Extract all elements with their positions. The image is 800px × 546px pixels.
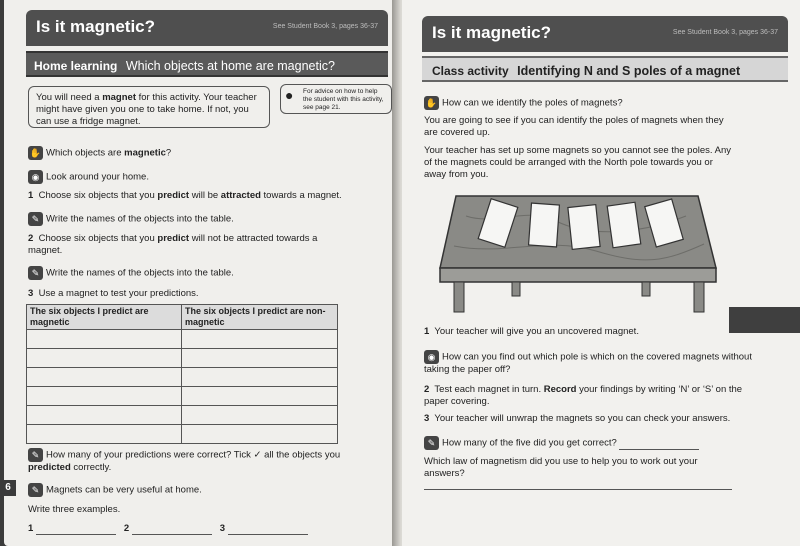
question-magnetic (28, 146, 171, 160)
rs2b: Record (543, 384, 577, 395)
howmany-end: correctly. (70, 462, 112, 473)
pencil-icon: ✎ (28, 212, 43, 226)
s1d: towards a magnet. (260, 190, 342, 201)
right-step-2-num: 2 (424, 384, 430, 395)
table-cell[interactable] (27, 349, 182, 368)
right-step-1 (424, 326, 639, 338)
write-1 (28, 212, 234, 226)
howmany-bold: predicted (28, 462, 71, 473)
right-section-bar (422, 56, 788, 82)
magnets-useful (28, 483, 202, 497)
write-examples: Write three examples. (28, 504, 121, 515)
prediction-table (26, 304, 338, 444)
paragraph-1: You are going to see if you can identify the poles of magnets when they are covered up. (424, 115, 724, 138)
advice-text: For advice on how to help the student with this activity, see page 21. (303, 88, 384, 111)
table-cell[interactable] (182, 425, 338, 444)
section-heading: Which objects at home are magnetic? (125, 59, 335, 73)
s1b1: predict (157, 190, 190, 201)
write-2 (28, 266, 234, 280)
right-step-1-num: 1 (424, 326, 430, 337)
eye-icon: ◉ (424, 350, 439, 364)
step-3 (28, 288, 199, 300)
law-question: Which law of magnetism did you use to help you to work out your answers? (424, 456, 698, 479)
table-cell[interactable] (27, 368, 182, 387)
step-3-num: 3 (28, 288, 34, 299)
covered-question-text: How can you find out which pole is which on the covered magnets without taking the paper off? (424, 351, 752, 375)
example-lines (28, 523, 348, 535)
pencil-icon: ✎ (28, 483, 43, 497)
how-many-five-text: How many of the five did you get correct? (442, 437, 617, 449)
eye-icon: ◉ (28, 170, 43, 184)
intro-text: You will need a (36, 92, 103, 103)
step-2-num: 2 (28, 233, 34, 244)
write-1-text: Write the names of the objects into the table. (46, 213, 234, 225)
poles-question (424, 96, 623, 110)
rs2a: Test each magnet in turn. (434, 384, 544, 395)
left-title: Is it magnetic? (36, 17, 156, 36)
section-kind: Home learning (34, 59, 118, 73)
intro-box (28, 86, 270, 128)
table-cell[interactable] (182, 406, 338, 425)
hand-icon: ✋ (29, 148, 42, 158)
example-3-num: 3 (219, 523, 226, 534)
section-kind: Class activity (432, 64, 509, 78)
right-step-3-num: 3 (424, 413, 430, 424)
look-around (28, 170, 149, 184)
page-edge-tab (729, 307, 800, 333)
law-answer-line[interactable] (424, 489, 732, 490)
right-step-3-text: Your teacher will unwrap the magnets so you can check your answers. (434, 413, 731, 424)
answer-line[interactable] (619, 449, 699, 450)
step-1 (28, 190, 358, 202)
table-cell[interactable] (182, 330, 338, 349)
hand-icon: ✋ (425, 98, 438, 108)
pencil-icon: ✎ (28, 266, 43, 280)
s1b2: attracted (220, 190, 261, 201)
table-cell[interactable] (182, 368, 338, 387)
example-1-num: 1 (28, 523, 34, 534)
step-1-num: 1 (28, 190, 34, 201)
write-2-text: Write the names of the objects into the table. (46, 267, 234, 279)
advice-box (280, 84, 392, 114)
q-prefix: Which objects are (46, 147, 125, 159)
s2c: will not be attracted towards a magnet. (28, 233, 318, 256)
left-section-bar (26, 51, 388, 77)
table-cell[interactable] (27, 425, 182, 444)
table-cell[interactable] (27, 330, 182, 349)
right-step-3 (424, 413, 764, 425)
q-bold: magnetic (124, 147, 166, 159)
example-2-num: 2 (123, 523, 130, 534)
right-step-2 (424, 384, 744, 408)
how-many-five (424, 436, 699, 450)
s1a: Choose six objects that you (38, 190, 158, 201)
s2b: predict (157, 233, 190, 244)
s1c: will be (189, 190, 221, 201)
table-header-non-magnetic: The six objects I predict are non-magnetic (182, 305, 338, 330)
right-page (402, 0, 800, 546)
pencil-icon: ✎ (424, 436, 439, 450)
left-title-bar (26, 10, 388, 46)
right-book-reference: See Student Book 3, pages 36-37 (672, 29, 778, 36)
section-heading: Identifying N and S poles of a magnet (517, 64, 741, 78)
intro-bold: magnet (102, 92, 136, 103)
rs2c: your findings by writing ‘N’ or ‘S’ on the paper covering. (424, 384, 743, 407)
example-2-line[interactable] (132, 534, 212, 535)
s2a: Choose six objects that you (38, 233, 158, 244)
howmany-text: How many of your predictions were correct? Tick ✓ all the objects you (46, 449, 341, 461)
covered-magnets-illustration (436, 186, 726, 318)
how-many-correct (28, 448, 358, 474)
right-title: Is it magnetic? (432, 23, 552, 42)
right-title-bar (422, 16, 788, 52)
table-cell[interactable] (27, 387, 182, 406)
look-text: Look around your home. (46, 171, 149, 183)
page-number: 6 (0, 480, 16, 496)
table-cell[interactable] (182, 349, 338, 368)
table-cell[interactable] (182, 387, 338, 406)
covered-question (424, 350, 754, 376)
poles-question-text: How can we identify the poles of magnets? (442, 97, 623, 109)
useful-text: Magnets can be very useful at home. (46, 484, 202, 496)
table-cell[interactable] (27, 406, 182, 425)
q-suffix: ? (165, 147, 172, 159)
step-2 (28, 233, 328, 257)
people-icon: ● (285, 87, 294, 103)
left-page (4, 0, 396, 546)
table-header-magnetic: The six objects I predict are magnetic (27, 305, 182, 330)
right-step-1-text: Your teacher will give you an uncovered magnet. (434, 326, 639, 337)
example-1-line[interactable] (36, 534, 116, 535)
example-3-line[interactable] (228, 534, 308, 535)
paragraph-2: Your teacher has set up some magnets so you cannot see the poles. Any of the magnets could be arranged with the North pole towards you or away from you. (424, 145, 732, 180)
pencil-icon: ✎ (28, 448, 43, 462)
left-book-reference: See Student Book 3, pages 36-37 (272, 23, 378, 30)
step-3-text: Use a magnet to test your predictions. (38, 288, 199, 299)
intro-text-2: for this activity. Your teacher might have given you one to take home. If not, you can use a fridge magnet. (36, 92, 257, 127)
